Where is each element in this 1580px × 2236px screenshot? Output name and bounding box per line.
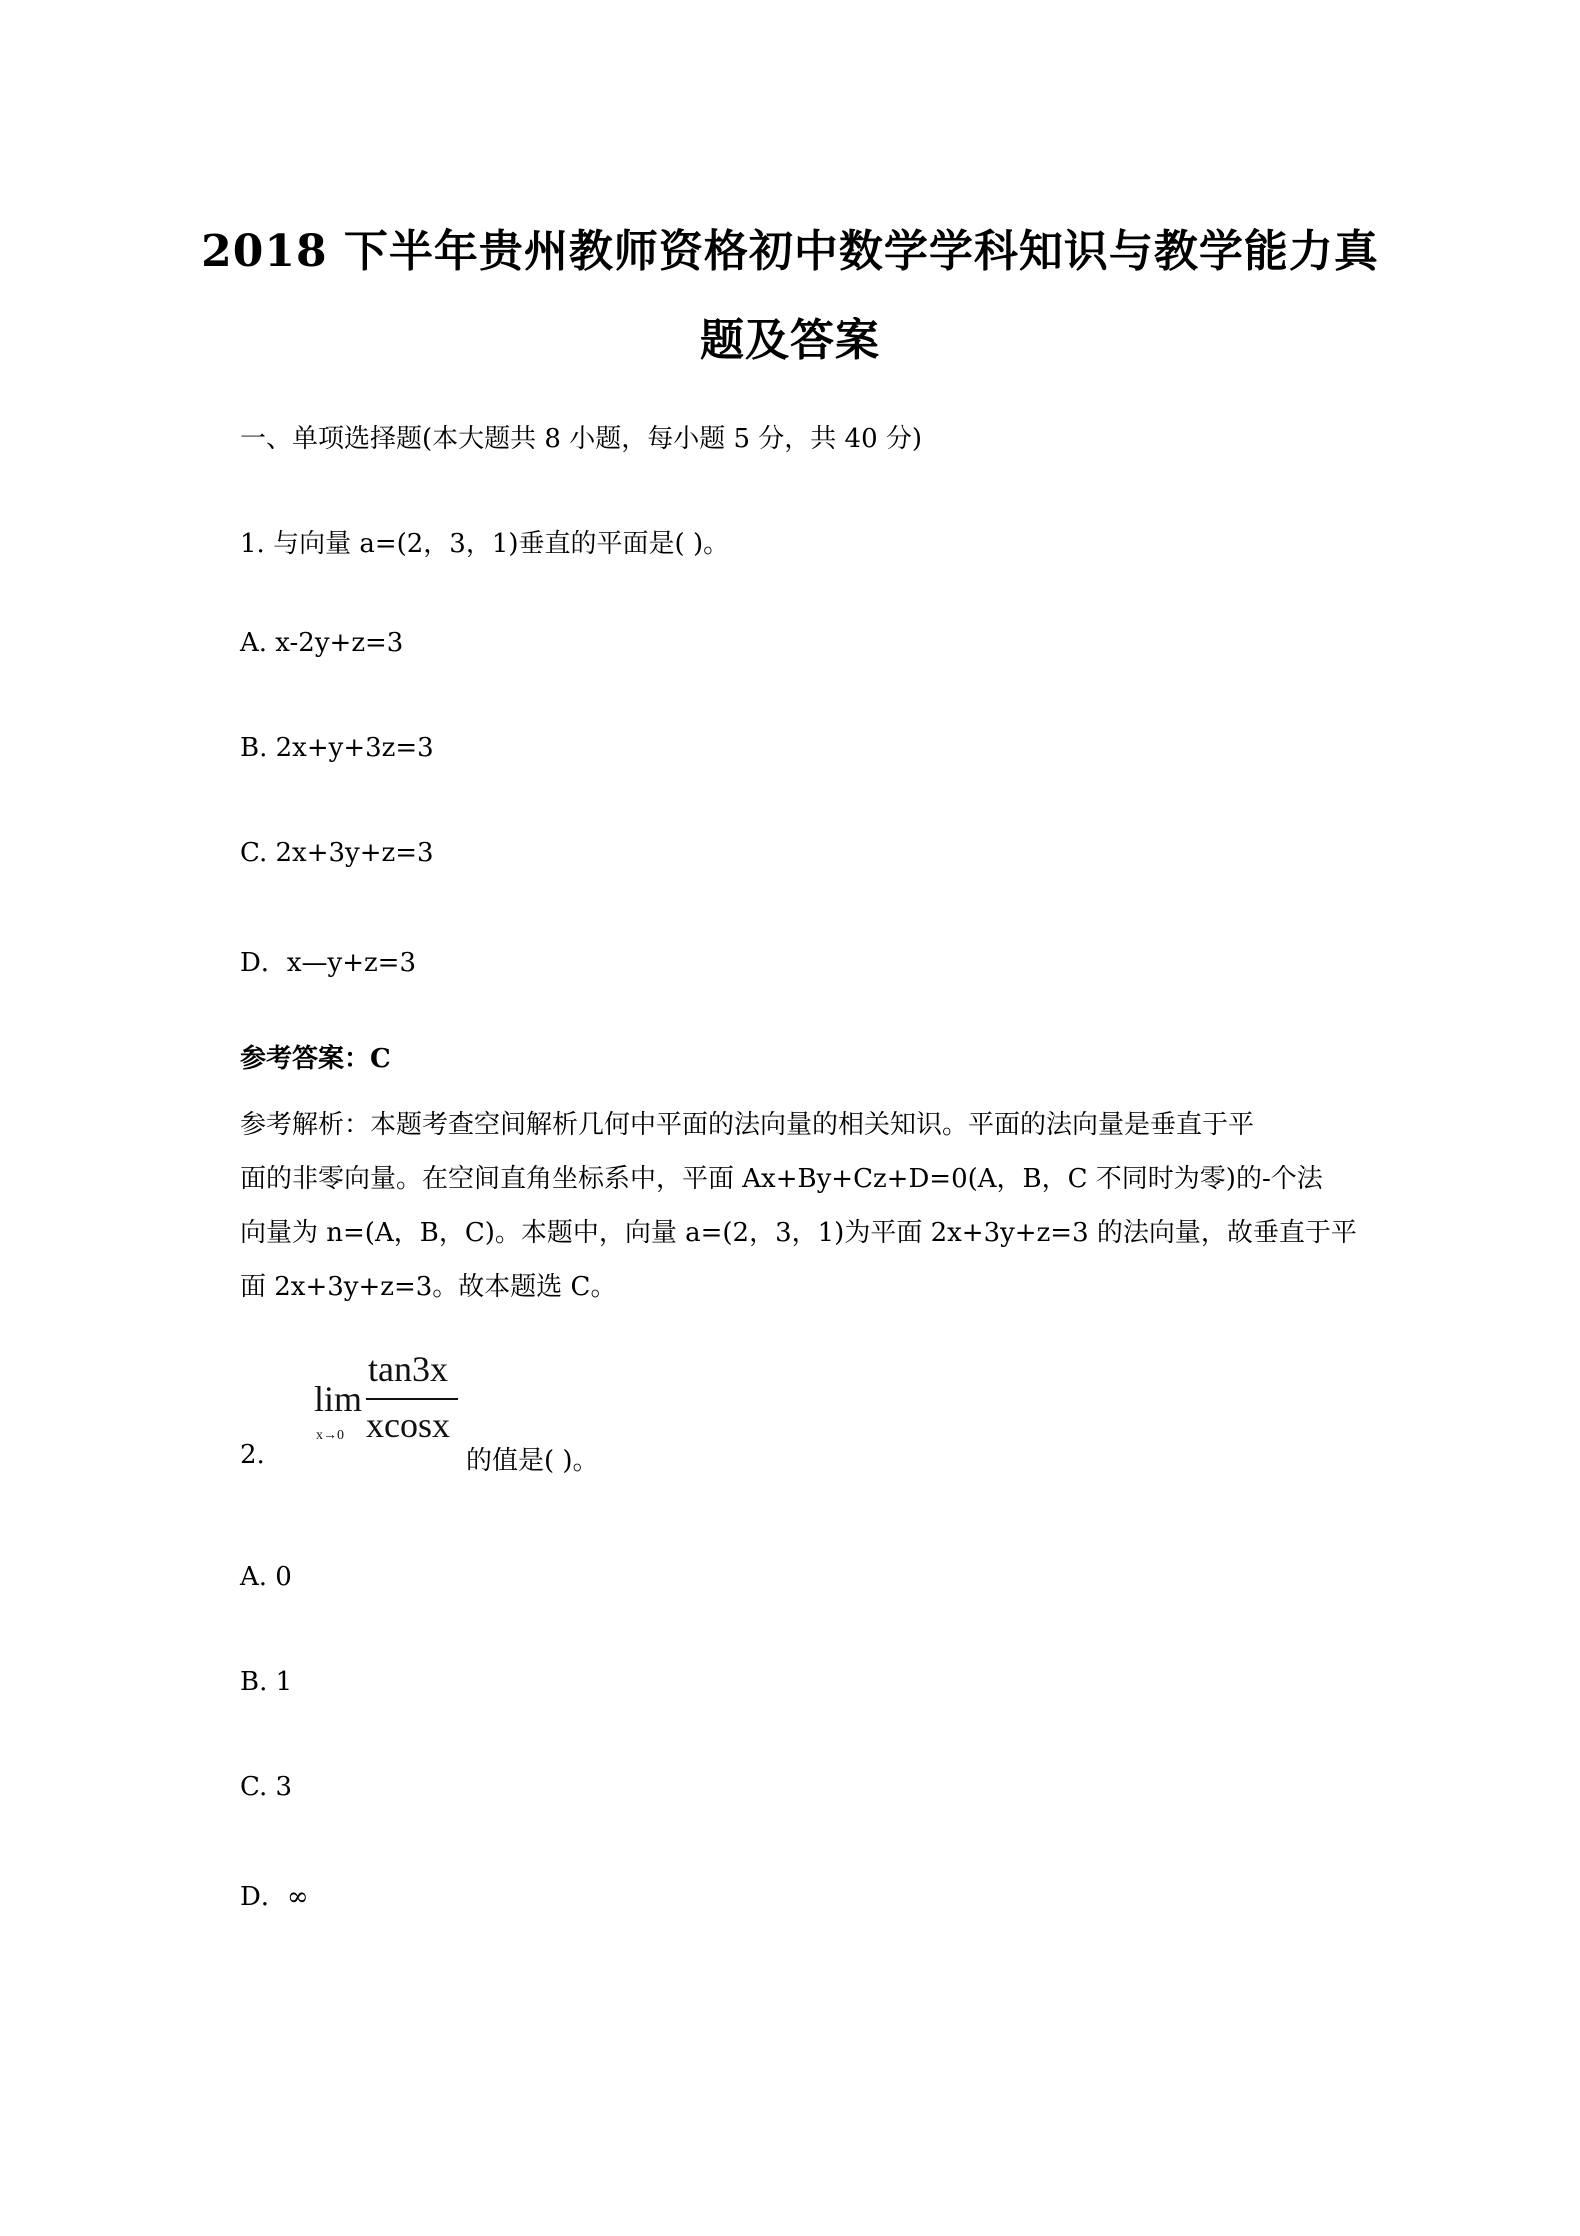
formula-denominator: xcosx	[366, 1405, 450, 1445]
question-2-option-c: C. 3	[240, 1772, 293, 1802]
question-1-option-d: D．x—y+z=3	[240, 948, 417, 978]
analysis-line: 参考解析：本题考查空间解析几何中平面的法向量的相关知识。平面的法向量是垂直于平	[240, 1110, 1255, 1140]
question-1-stem: 1. 与向量 a=(2，3，1)垂直的平面是( )。	[240, 529, 730, 559]
question-1-analysis	[240, 1098, 1357, 1314]
limit-operator: lim	[314, 1379, 363, 1419]
document-title-line-1: 2018 下半年贵州教师资格初中数学学科知识与教学能力真	[201, 226, 1379, 277]
section-heading: 一、单项选择题(本大题共 8 小题，每小题 5 分，共 40 分)	[240, 424, 923, 454]
question-1-answer: 参考答案：C	[240, 1044, 391, 1074]
fraction-bar	[366, 1398, 458, 1400]
question-1-option-b: B. 2x+y+3z=3	[240, 733, 434, 763]
formula-numerator: tan3x	[368, 1349, 448, 1389]
question-2-option-a: A. 0	[240, 1562, 292, 1592]
limit-formula	[314, 1348, 474, 1452]
question-2-number: 2.	[240, 1440, 265, 1470]
question-1-option-c: C. 2x+3y+z=3	[240, 838, 434, 868]
question-1-option-a: A. x-2y+z=3	[240, 628, 404, 658]
question-2-option-b: B. 1	[240, 1667, 293, 1697]
question-2-stem-suffix: 的值是( )。	[466, 1446, 599, 1476]
question-2-option-d: D．∞	[240, 1882, 309, 1912]
limit-subscript: x→0	[316, 1428, 344, 1443]
analysis-line: 面的非零向量。在空间直角坐标系中，平面 Ax+By+Cz+D=0(A，B，C 不同时为零)的-个法	[240, 1164, 1323, 1194]
analysis-line: 向量为 n=(A，B，C)。本题中，向量 a=(2，3，1)为平面 2x+3y+z=3 的法向量，故垂直于平	[240, 1218, 1357, 1248]
analysis-line: 面 2x+3y+z=3。故本题选 C。	[240, 1272, 617, 1302]
document-title-line-2: 题及答案	[700, 315, 880, 366]
